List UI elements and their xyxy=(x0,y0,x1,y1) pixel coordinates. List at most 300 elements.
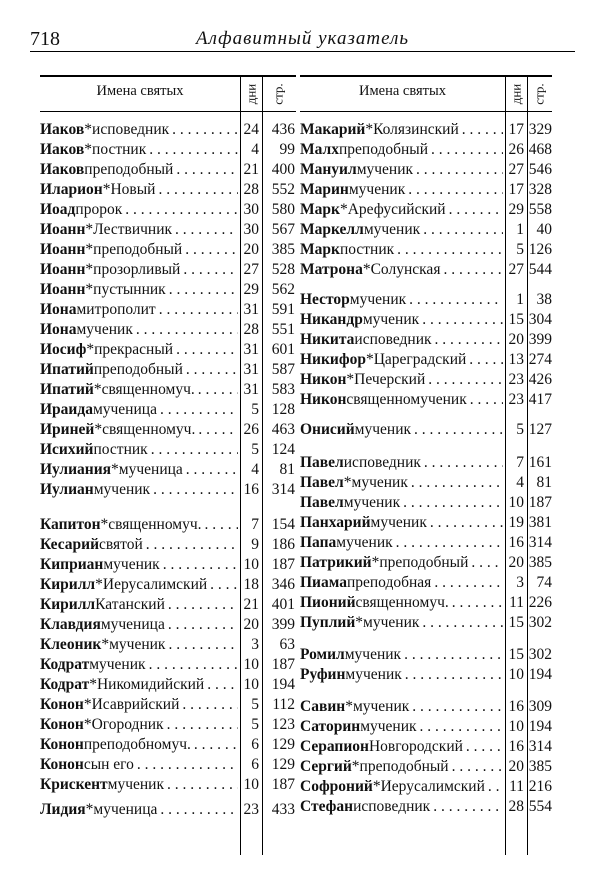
entry-text xyxy=(40,655,238,675)
page-cell: 314 xyxy=(528,738,552,755)
leader-dots xyxy=(133,320,238,340)
star-mark: * xyxy=(95,576,103,593)
saint-name: Клавдия xyxy=(40,616,101,633)
entry-text xyxy=(40,200,238,220)
saint-title: мученик xyxy=(354,421,412,438)
page-cell: 304 xyxy=(528,311,552,328)
index-entry xyxy=(300,220,552,240)
page-cell: 401 xyxy=(271,596,295,613)
entry-text xyxy=(300,777,503,797)
entry-text xyxy=(300,160,503,180)
index-entry xyxy=(40,615,296,635)
saint-name: Кодрат xyxy=(40,676,90,693)
days-column-header: дни xyxy=(508,83,523,105)
page-cell: 161 xyxy=(528,454,552,471)
entry-text xyxy=(300,390,503,410)
days-cell: 23 xyxy=(508,371,524,388)
index-entry xyxy=(300,493,552,513)
page-cell: 385 xyxy=(528,758,552,775)
leader-dots xyxy=(207,575,238,595)
index-entry xyxy=(40,220,296,240)
leader-dots xyxy=(179,695,238,715)
saint-title: мученица xyxy=(93,801,158,818)
saint-title: преподобный xyxy=(84,161,174,178)
leader-dots xyxy=(421,453,503,473)
saint-title: Иерусалимский xyxy=(102,576,208,593)
page-cell: 129 xyxy=(271,756,295,773)
star-mark: * xyxy=(343,474,352,491)
star-mark: * xyxy=(85,241,94,258)
saint-name: Панхарий xyxy=(300,514,371,531)
entry-text xyxy=(300,573,503,593)
entry-text xyxy=(300,330,503,350)
entry-text xyxy=(40,220,238,240)
saint-title: исповедник xyxy=(343,454,421,471)
saint-title: преподобный xyxy=(93,241,183,258)
page-cell: 562 xyxy=(271,281,295,298)
page-cell: 551 xyxy=(271,321,295,338)
leader-dots xyxy=(401,645,503,665)
index-entry xyxy=(40,140,296,160)
saint-title: преподобномуч. xyxy=(83,736,191,753)
index-entry xyxy=(40,515,296,535)
index-entry xyxy=(300,330,552,350)
saint-title: преподобный xyxy=(338,141,429,158)
entry-text xyxy=(40,240,238,260)
entry-text xyxy=(300,593,503,613)
entry-text xyxy=(300,533,503,553)
saint-title: священномуч. xyxy=(108,516,202,533)
saint-name: Мануил xyxy=(300,161,357,178)
saint-title: мученица xyxy=(118,461,183,478)
page-cell: 226 xyxy=(528,594,552,611)
saint-name: Павел xyxy=(300,454,344,471)
entry-text xyxy=(300,120,503,140)
entry-text xyxy=(40,775,238,795)
star-mark: * xyxy=(371,554,380,571)
entry-text xyxy=(300,420,503,440)
days-cell: 4 xyxy=(251,461,259,478)
page-cell: 129 xyxy=(271,736,295,753)
days-cell: 17 xyxy=(508,121,524,138)
saint-title: священномуч. xyxy=(102,421,196,438)
index-entry xyxy=(40,240,296,260)
saint-title: мученик xyxy=(362,311,420,328)
saint-name: Иоад xyxy=(40,201,76,218)
saint-title: мученик xyxy=(352,698,410,715)
index-entry xyxy=(40,120,296,140)
entry-text xyxy=(40,675,238,695)
page-cell: 81 xyxy=(279,461,295,478)
index-entry xyxy=(300,553,552,573)
leader-dots xyxy=(405,180,503,200)
page-cell: 567 xyxy=(271,221,295,238)
saint-title: священномуч. xyxy=(355,594,449,611)
leader-dots xyxy=(173,340,238,360)
leader-dots xyxy=(146,655,238,675)
saint-name: Иаков xyxy=(40,141,85,158)
entry-text xyxy=(40,440,238,460)
index-entry xyxy=(40,755,296,775)
page-cell: 426 xyxy=(528,371,552,388)
column-header-rule xyxy=(300,111,552,112)
leader-dots xyxy=(165,595,238,615)
days-cell: 26 xyxy=(508,141,524,158)
index-entry xyxy=(300,533,552,553)
star-mark: * xyxy=(101,636,110,653)
leader-dots xyxy=(425,370,503,390)
saint-title: мученик xyxy=(109,636,166,653)
entry-text xyxy=(40,340,238,360)
entry-text xyxy=(300,717,503,737)
index-entry xyxy=(40,280,296,300)
leader-dots xyxy=(183,360,238,380)
index-entry xyxy=(300,370,552,390)
entry-text xyxy=(300,260,503,280)
star-mark: * xyxy=(83,716,92,733)
saint-title: Новгородский xyxy=(368,738,463,755)
saint-name: Марин xyxy=(300,181,349,198)
days-cell: 21 xyxy=(243,596,259,613)
entry-text xyxy=(40,280,238,300)
star-mark: * xyxy=(85,261,94,278)
saint-title: постник xyxy=(339,241,395,258)
entry-text xyxy=(40,635,238,655)
saint-title: Лествичник xyxy=(93,221,173,238)
star-mark: * xyxy=(372,778,381,795)
saint-name: Нестор xyxy=(300,291,350,308)
index-entry xyxy=(40,575,296,595)
saint-title: пустынник xyxy=(93,281,166,298)
running-title: Алфавитный указатель xyxy=(196,28,409,49)
saint-name: Никандр xyxy=(300,311,363,328)
saint-title: священномученик xyxy=(346,391,467,408)
saint-title: постник xyxy=(93,441,148,458)
saint-title: прекрасный xyxy=(94,341,174,358)
saint-name: Крискент xyxy=(40,776,108,793)
saint-title: мученик xyxy=(351,474,408,491)
leader-dots xyxy=(485,777,503,797)
index-entry xyxy=(300,453,552,473)
days-cell: 9 xyxy=(251,536,259,553)
leader-dots xyxy=(183,460,238,480)
days-cell: 10 xyxy=(243,656,259,673)
index-entry xyxy=(300,260,552,280)
page-number: 718 xyxy=(30,28,60,50)
pages-column-header: стр. xyxy=(271,83,286,105)
leader-dots xyxy=(409,697,503,717)
saint-title: сын его xyxy=(83,756,134,773)
days-cell: 26 xyxy=(243,421,259,438)
index-entry xyxy=(300,420,552,440)
index-entry xyxy=(40,440,296,460)
saint-title: прозорливый xyxy=(93,261,181,278)
index-column-left xyxy=(40,75,296,855)
entry-text xyxy=(300,513,503,533)
page-cell: 63 xyxy=(279,636,295,653)
days-cell: 30 xyxy=(243,201,259,218)
saint-name: Кодрат xyxy=(40,656,90,673)
saint-title: Печерский xyxy=(354,371,426,388)
index-entry xyxy=(40,360,296,380)
entry-text xyxy=(300,240,503,260)
leader-dots xyxy=(420,220,503,240)
page-cell: 399 xyxy=(271,616,295,633)
saint-title: преподобный xyxy=(93,361,183,378)
saint-name: Никита xyxy=(300,331,355,348)
saint-name: Исихий xyxy=(40,441,94,458)
saint-title: митрополит xyxy=(76,301,156,318)
days-cell: 28 xyxy=(243,321,259,338)
index-entry xyxy=(300,797,552,817)
days-cell: 28 xyxy=(243,181,259,198)
leader-dots xyxy=(202,515,238,535)
index-entry xyxy=(300,473,552,493)
days-cell: 18 xyxy=(243,576,259,593)
leader-dots xyxy=(431,573,503,593)
index-entry xyxy=(40,380,296,400)
index-entry xyxy=(40,260,296,280)
leader-dots xyxy=(173,160,238,180)
days-cell: 6 xyxy=(251,736,259,753)
saint-title: Цареградский xyxy=(373,351,467,368)
saint-title: Иерусалимский xyxy=(380,778,485,795)
days-cell: 21 xyxy=(243,161,259,178)
leader-dots xyxy=(160,555,238,575)
saint-title: мученик xyxy=(343,494,401,511)
index-entry xyxy=(300,200,552,220)
index-entry xyxy=(300,613,552,633)
saint-name: Папа xyxy=(300,534,337,551)
entry-text xyxy=(300,645,503,665)
days-cell: 13 xyxy=(508,351,524,368)
entry-text xyxy=(40,555,238,575)
page-cell: 154 xyxy=(271,516,295,533)
column-header-rule xyxy=(40,111,296,112)
entry-text xyxy=(300,350,503,370)
index-entry xyxy=(40,715,296,735)
entry-text xyxy=(300,697,503,717)
days-cell: 27 xyxy=(243,261,259,278)
star-mark: * xyxy=(355,614,364,631)
leader-dots xyxy=(427,513,503,533)
leader-dots xyxy=(166,280,238,300)
saint-name: Конон xyxy=(40,696,84,713)
days-cell: 29 xyxy=(508,201,524,218)
names-column-header: Имена святых xyxy=(359,83,446,99)
entry-text xyxy=(40,755,238,775)
leader-dots xyxy=(157,400,238,420)
page-cell: 400 xyxy=(271,161,295,178)
leader-dots xyxy=(440,260,503,280)
page-cell: 194 xyxy=(528,718,552,735)
entry-text xyxy=(300,553,503,573)
days-cell: 24 xyxy=(243,121,259,138)
saint-title: Катанский xyxy=(95,596,165,613)
days-cell: 5 xyxy=(516,421,524,438)
days-cell: 10 xyxy=(243,776,259,793)
days-cell: 15 xyxy=(508,311,524,328)
leader-dots xyxy=(143,535,238,555)
index-entry xyxy=(40,340,296,360)
index-entry xyxy=(300,665,552,685)
star-mark: * xyxy=(84,121,93,138)
page-cell: 216 xyxy=(528,778,552,795)
leader-dots xyxy=(466,350,503,370)
entry-text xyxy=(40,380,238,400)
page-cell: 554 xyxy=(528,798,552,815)
saint-name: Иаков xyxy=(40,121,85,138)
saint-name: Кирилл xyxy=(40,576,96,593)
leader-dots xyxy=(191,735,238,755)
page-cell: 186 xyxy=(271,536,295,553)
days-cell: 23 xyxy=(243,801,259,818)
page-cell: 123 xyxy=(271,716,295,733)
saint-title: мученик xyxy=(93,481,151,498)
index-entry xyxy=(300,120,552,140)
saint-title: мученица xyxy=(92,401,157,418)
saint-title: постник xyxy=(92,141,147,158)
entry-text xyxy=(40,575,238,595)
index-entry xyxy=(300,160,552,180)
index-entry xyxy=(40,180,296,200)
saint-title: мученица xyxy=(100,616,165,633)
page-cell: 38 xyxy=(536,291,552,308)
saint-title: мученик xyxy=(356,161,414,178)
leader-dots xyxy=(164,715,238,735)
days-cell: 15 xyxy=(508,614,524,631)
entry-text xyxy=(40,460,238,480)
saint-name: Савин xyxy=(300,698,346,715)
star-mark: * xyxy=(83,696,92,713)
index-entry xyxy=(300,390,552,410)
index-entry xyxy=(300,290,552,310)
index-entry xyxy=(300,573,552,593)
entry-text xyxy=(40,695,238,715)
page-cell: 314 xyxy=(271,481,295,498)
star-mark: * xyxy=(365,121,374,138)
saint-title: Солунская xyxy=(370,261,441,278)
index-entry xyxy=(40,320,296,340)
entry-text xyxy=(40,120,238,140)
page-cell: 591 xyxy=(271,301,295,318)
page-cell: 40 xyxy=(536,221,552,238)
days-cell: 29 xyxy=(243,281,259,298)
entry-text xyxy=(300,665,503,685)
days-cell: 6 xyxy=(251,756,259,773)
saint-name: Иосиф xyxy=(40,341,87,358)
entry-text xyxy=(300,290,503,310)
entry-text xyxy=(40,800,238,820)
page-cell: 346 xyxy=(271,576,295,593)
leader-dots xyxy=(419,613,503,633)
entry-text xyxy=(300,797,503,817)
days-cell: 16 xyxy=(508,698,524,715)
index-entry xyxy=(300,697,552,717)
star-mark: * xyxy=(365,351,374,368)
index-entry xyxy=(40,555,296,575)
saint-name: Кесарий xyxy=(40,536,100,553)
leader-dots xyxy=(468,553,503,573)
names-column-header: Имена святых xyxy=(96,83,184,99)
saint-name: Конон xyxy=(40,756,84,773)
days-cell: 19 xyxy=(508,514,524,531)
star-mark: * xyxy=(85,221,94,238)
entry-text xyxy=(40,715,238,735)
saint-title: исповедник xyxy=(353,798,431,815)
index-entry xyxy=(40,635,296,655)
days-column-header: дни xyxy=(243,83,258,105)
leader-dots xyxy=(428,140,503,160)
header-rule xyxy=(30,51,575,52)
days-cell: 15 xyxy=(508,646,524,663)
entry-text xyxy=(300,737,503,757)
saint-name: Киприан xyxy=(40,556,104,573)
index-entry xyxy=(40,160,296,180)
page-cell: 99 xyxy=(279,141,295,158)
star-mark: * xyxy=(102,181,111,198)
days-cell: 27 xyxy=(508,161,524,178)
leader-dots xyxy=(446,200,503,220)
saint-name: Пиама xyxy=(300,574,347,591)
saint-title: мученик xyxy=(360,718,417,735)
leader-dots xyxy=(432,330,503,350)
saint-title: мученик xyxy=(370,514,427,531)
leader-dots xyxy=(134,755,238,775)
index-entry xyxy=(300,240,552,260)
page-cell: 385 xyxy=(528,554,552,571)
leader-dots xyxy=(148,440,238,460)
days-cell: 5 xyxy=(251,716,259,733)
page-cell: 187 xyxy=(271,776,295,793)
index-entry xyxy=(300,645,552,665)
saint-name: Иоанн xyxy=(40,281,86,298)
leader-dots xyxy=(150,480,238,500)
leader-dots xyxy=(394,240,503,260)
saint-title: мученик xyxy=(363,614,420,631)
leader-dots xyxy=(400,493,503,513)
days-cell: 1 xyxy=(516,291,524,308)
saint-title: Колязинский xyxy=(373,121,459,138)
page-cell: 81 xyxy=(536,474,552,491)
page-cell: 74 xyxy=(536,574,552,591)
saint-name: Марк xyxy=(300,241,340,258)
saint-name: Малх xyxy=(300,141,339,158)
page-cell: 302 xyxy=(528,614,552,631)
leader-dots xyxy=(122,200,238,220)
saint-name: Иларион xyxy=(40,181,103,198)
saint-name: Кирилл xyxy=(40,596,96,613)
saint-name: Патрикий xyxy=(300,554,372,571)
entry-text xyxy=(40,535,238,555)
days-cell: 3 xyxy=(516,574,524,591)
index-entry xyxy=(300,513,552,533)
index-entry xyxy=(300,777,552,797)
page-cell: 417 xyxy=(528,391,552,408)
days-cell: 11 xyxy=(509,594,524,611)
days-cell: 23 xyxy=(508,391,524,408)
entry-text xyxy=(40,480,238,500)
days-cell: 27 xyxy=(508,261,524,278)
saint-name: Никон xyxy=(300,371,347,388)
index-entry xyxy=(300,350,552,370)
leader-dots xyxy=(467,390,503,410)
page-cell: 546 xyxy=(528,161,552,178)
saint-name: Иулиания xyxy=(40,461,112,478)
leader-dots xyxy=(413,160,503,180)
days-cell: 1 xyxy=(516,221,524,238)
leader-dots xyxy=(406,290,503,310)
